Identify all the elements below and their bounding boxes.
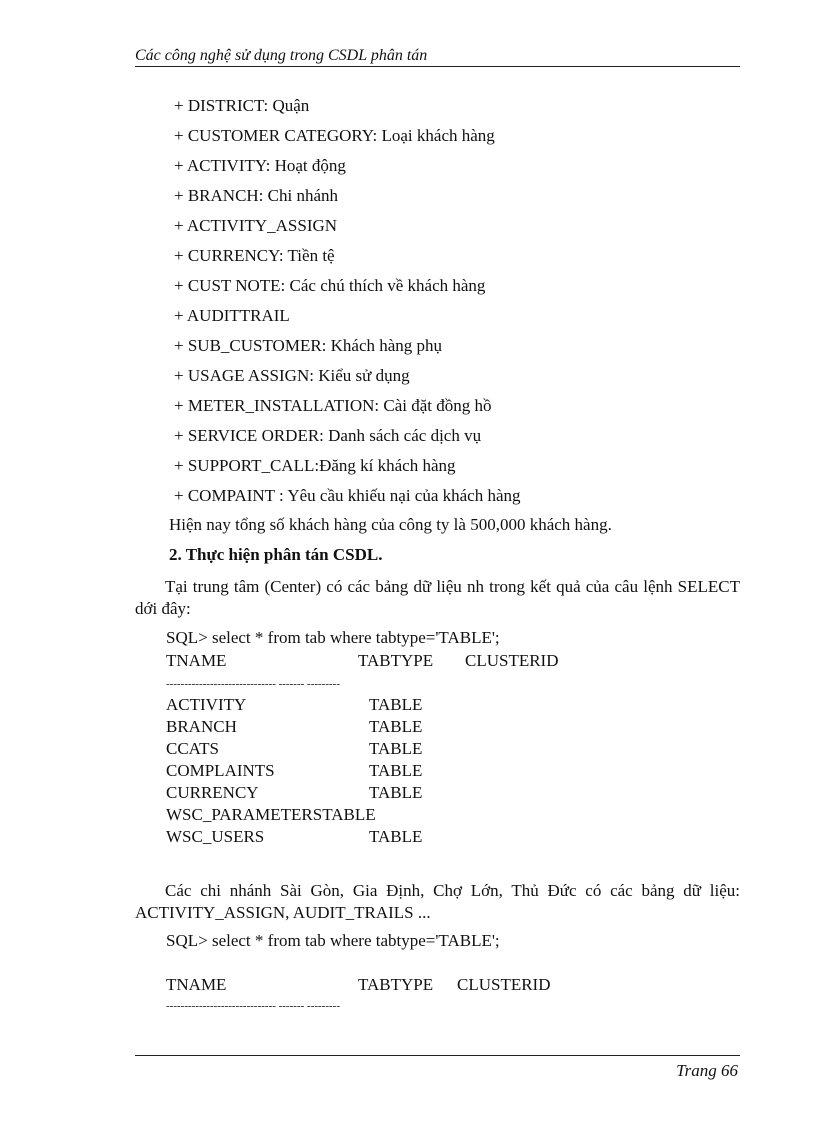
table-row — [166, 804, 586, 826]
row-name: CURRENCY — [166, 783, 259, 802]
section-heading: 2. Thực hiện phân tán CSDL. — [169, 545, 383, 564]
table-separator: ------------------------------ ------- --------- — [166, 678, 341, 690]
table-row — [166, 826, 586, 848]
list-item: + DISTRICT: Quận — [174, 96, 310, 115]
page-number: Trang 66 — [676, 1061, 738, 1080]
bullet-list — [174, 94, 521, 514]
table-row — [166, 782, 586, 804]
row-type: TABLE — [369, 761, 423, 780]
list-item: + CUSTOMER CATEGORY: Loại khách hàng — [174, 126, 495, 145]
header-title: Các công nghệ sử dụng trong CSDL phân tán — [135, 47, 428, 64]
row-type: TABLE — [369, 739, 423, 758]
row-name: WSC_PARAMETERSTABLE — [166, 805, 376, 824]
footer-divider — [135, 1055, 740, 1056]
table-row — [166, 760, 586, 782]
list-item: + COMPAINT : Yêu cầu khiếu nại của khách hàng — [174, 486, 521, 505]
list-item: + SUB_CUSTOMER: Khách hàng phụ — [174, 336, 443, 355]
list-item: + USAGE ASSIGN: Kiểu sử dụng — [174, 366, 410, 385]
center-tables-paragraph: Tại trung tâm (Center) có các bảng dữ liệu nh trong kết quả của câu lệnh SELECT dới đây: — [135, 577, 740, 618]
table-row — [166, 716, 586, 738]
sql-query: SQL> select * from tab where tabtype='TABLE'; — [166, 931, 500, 950]
row-name: CCATS — [166, 739, 219, 758]
sql-query: SQL> select * from tab where tabtype='TABLE'; — [166, 628, 500, 647]
column-tname: TNAME — [166, 651, 227, 670]
column-clusterid: CLUSTERID — [457, 975, 551, 994]
row-name: WSC_USERS — [166, 827, 265, 846]
column-tname: TNAME — [166, 975, 227, 994]
branch-tables-paragraph: Các chi nhánh Sài Gòn, Gia Định, Chợ Lớn, Thủ Đức có các bảng dữ liệu: ACTIVITY_ASSIGN, AUDIT_TRAILS ... — [135, 881, 740, 922]
column-tabtype: TABTYPE — [358, 651, 434, 670]
table-row — [166, 694, 586, 716]
row-type: TABLE — [369, 695, 423, 714]
list-item: + CURRENCY: Tiền tệ — [174, 246, 335, 265]
customer-count-paragraph: Hiện nay tổng số khách hàng của công ty là 500,000 khách hàng. — [169, 515, 612, 534]
list-item: + AUDITTRAIL — [174, 306, 290, 325]
row-type: TABLE — [369, 827, 423, 846]
list-item: + CUST NOTE: Các chú thích về khách hàng — [174, 276, 486, 295]
list-item: + METER_INSTALLATION: Cài đặt đồng hồ — [174, 396, 492, 415]
list-item: + SUPPORT_CALL:Đăng kí khách hàng — [174, 456, 456, 475]
row-type: TABLE — [369, 783, 423, 802]
table-separator: ------------------------------ ------- --------- — [166, 1000, 341, 1012]
column-tabtype: TABTYPE — [358, 975, 434, 994]
row-name: ACTIVITY — [166, 695, 247, 714]
column-clusterid: CLUSTERID — [465, 651, 559, 670]
list-item: + BRANCH: Chi nhánh — [174, 186, 339, 205]
page-header — [135, 47, 740, 67]
list-item: + ACTIVITY_ASSIGN — [174, 216, 338, 235]
table-rows — [166, 694, 586, 848]
row-type: TABLE — [369, 717, 423, 736]
row-name: BRANCH — [166, 717, 237, 736]
table-row — [166, 738, 586, 760]
list-item: + SERVICE ORDER: Danh sách các dịch vụ — [174, 426, 482, 445]
list-item: + ACTIVITY: Hoạt động — [174, 156, 346, 175]
row-name: COMPLAINTS — [166, 761, 275, 780]
